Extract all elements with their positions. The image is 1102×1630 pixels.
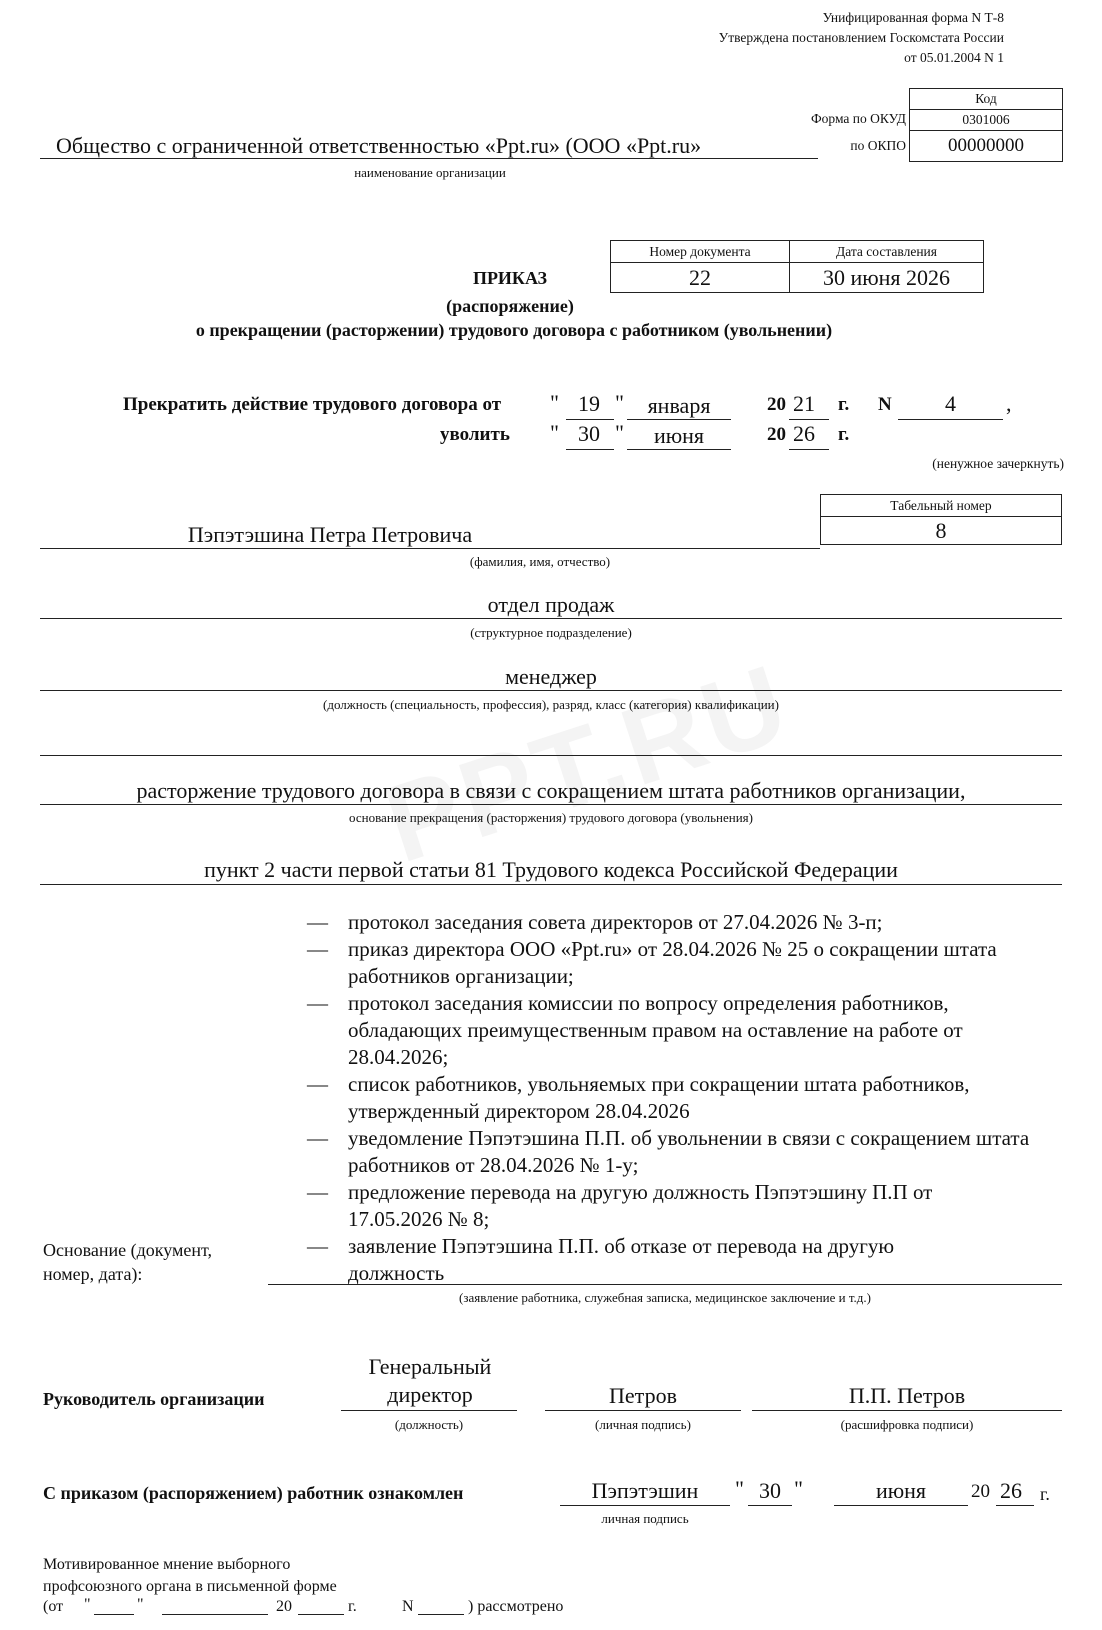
ack-quote-open: " <box>735 1476 744 1501</box>
doc-date-label: Дата составления <box>790 241 984 263</box>
position-value: менеджер <box>505 664 597 689</box>
basis-label-line1: Основание (документ, <box>43 1240 213 1260</box>
terminate-comma: , <box>1006 391 1012 416</box>
union-day-line <box>94 1614 134 1615</box>
head-signature-line <box>545 1410 741 1411</box>
head-signature: Петров <box>609 1383 677 1408</box>
tab-number-label: Табельный номер <box>821 495 1062 517</box>
basis-item-5: уведомление Пэпэтэшина П.П. об увольнении в связи с сокращением штата работников от 28.04.2026 № 1-у; <box>348 1126 1030 1177</box>
dismiss-year-line <box>789 449 829 450</box>
basis-item-4: список работников, увольняемых при сокращении штата работников, утвержденный директором 28.04.2026 <box>348 1072 970 1123</box>
union-number-line <box>418 1614 464 1615</box>
okpo-label: по ОКПО <box>850 138 906 153</box>
head-position-line <box>341 1410 517 1411</box>
head-label: Руководитель организации <box>43 1389 265 1409</box>
position-caption: (должность (специальность, профессия), разряд, класс (категория) квалификации) <box>323 697 779 712</box>
head-decoding-caption: (расшифровка подписи) <box>840 1417 974 1432</box>
terminate-year-suffix: 21 <box>793 391 815 416</box>
basis-item-1: протокол заседания совета директоров от 27.04.2026 № 3-п; <box>348 910 883 934</box>
dismiss-month-line <box>627 449 731 450</box>
dismiss-label: уволить <box>440 424 510 445</box>
okud-code: 0301006 <box>910 110 1063 131</box>
basis-dash-4: — <box>307 1072 328 1096</box>
fio-underline <box>40 548 820 549</box>
basis-item-6: предложение перевода на другую должность Пэпэтэшину П.П от 17.05.2026 № 8; <box>348 1180 933 1231</box>
basis-dash-3: — <box>307 991 328 1015</box>
organization-caption: наименование организации <box>354 165 506 180</box>
basis-dash-7: — <box>307 1234 328 1258</box>
terminate-year-line <box>789 419 829 420</box>
grounds-line2: пункт 2 части первой статьи 81 Трудового кодекса Российской Федерации <box>204 857 898 882</box>
basis-item-2: приказ директора ООО «Ppt.ru» от 28.04.2026 № 25 о сокращении штата работников организации; <box>348 937 997 988</box>
doc-number-value: 22 <box>611 263 790 293</box>
position-underline <box>40 690 1062 691</box>
basis-item-3: протокол заседания комиссии по вопросу определения работников, обладающих преимущественным правом на оставление на работе от 28.04.2026; <box>348 991 963 1069</box>
order-subtitle: (распоряжение) <box>446 296 574 316</box>
head-position-caption: (должность) <box>394 1417 464 1432</box>
terminate-day-line <box>566 419 614 420</box>
ack-day-line <box>748 1505 792 1506</box>
okpo-code: 00000000 <box>910 131 1063 162</box>
union-year-line <box>298 1614 344 1615</box>
union-tail: ) рассмотрено <box>468 1598 564 1615</box>
dismiss-year-suffix: 26 <box>793 421 815 446</box>
fio-caption: (фамилия, имя, отчество) <box>469 554 611 569</box>
dismiss-day: 30 <box>578 421 600 446</box>
codes-table <box>909 88 1063 162</box>
doc-date-value: 30 июня 2026 <box>790 263 984 293</box>
basis-underline <box>268 1284 1062 1285</box>
department-value: отдел продаж <box>487 592 615 617</box>
organization-name: Общество с ограниченной ответственностью «Ppt.ru» (ООО «Ppt.ru» <box>56 133 702 158</box>
ack-signature: Пэпэтэшин <box>591 1478 699 1503</box>
basis-item-7: заявление Пэпэтэшина П.П. об отказе от перевода на другую должность <box>348 1234 895 1285</box>
strike-note: (ненужное зачеркнуть) <box>932 456 1064 471</box>
union-month-line <box>162 1614 268 1615</box>
ack-year-prefix: 20 <box>971 1481 990 1502</box>
form-name: Унифицированная форма N Т-8 <box>822 10 1004 25</box>
terminate-contract-number: 4 <box>945 391 956 416</box>
union-text <box>43 1554 337 1598</box>
tab-number-table <box>820 494 1062 545</box>
okud-label: Форма по ОКУД <box>810 111 906 126</box>
basis-caption: (заявление работника, служебная записка, медицинское заключение и т.д.) <box>458 1290 871 1305</box>
terminate-quote-open: " <box>550 390 559 415</box>
ack-quote-close: " <box>794 1476 803 1501</box>
ack-day: 30 <box>759 1478 781 1503</box>
form-header <box>719 8 1004 68</box>
form-approved: Утверждена постановлением Госкомстата России <box>718 30 1004 45</box>
terminate-year-prefix: 20 <box>767 394 786 415</box>
order-subject: о прекращении (расторжении) трудового договора с работником (увольнении) <box>195 320 833 340</box>
basis-dash-5: — <box>307 1126 328 1150</box>
ack-month: июня <box>875 1478 927 1503</box>
dismiss-quote-close: " <box>615 420 624 445</box>
tab-number-value: 8 <box>821 517 1062 545</box>
head-position <box>340 1353 520 1409</box>
ack-signature-line <box>560 1505 730 1506</box>
union-year-prefix: 20 <box>276 1598 292 1615</box>
doc-number-label: Номер документа <box>611 241 790 263</box>
employee-fio: Пэпэтэшина Петра Петровича <box>187 522 473 547</box>
head-decoding-line <box>752 1410 1062 1411</box>
department-caption: (структурное подразделение) <box>470 625 632 640</box>
union-quote-open: " <box>84 1596 91 1613</box>
kod-header: Код <box>910 89 1063 110</box>
terminate-n-label: N <box>878 394 892 415</box>
ack-year-line <box>996 1505 1034 1506</box>
dismiss-year-prefix: 20 <box>767 424 786 445</box>
basis-dash-6: — <box>307 1180 328 1204</box>
terminate-day: 19 <box>578 391 600 416</box>
union-n-label: N <box>402 1598 414 1615</box>
ack-year-g: г. <box>1040 1484 1050 1504</box>
grounds-caption: основание прекращения (расторжения) трудового договора (увольнения) <box>349 810 753 825</box>
head-decoding: П.П. Петров <box>848 1383 966 1408</box>
terminate-month: января <box>647 393 711 418</box>
basis-label <box>43 1238 212 1286</box>
dismiss-year-g: г. <box>838 424 850 445</box>
grounds-underline2 <box>40 884 1062 885</box>
ack-month-line <box>834 1505 968 1506</box>
dismiss-month: июня <box>653 423 705 448</box>
head-position-line2: директор <box>387 1382 473 1407</box>
ack-signature-caption: личная подпись <box>601 1511 689 1526</box>
grounds-underline1 <box>40 804 1062 805</box>
document-number-table <box>610 240 984 293</box>
ack-year-suffix: 26 <box>1000 1478 1022 1503</box>
basis-dash-1: — <box>307 910 328 934</box>
union-line2: профсоюзного органа в письменной форме <box>43 1578 337 1595</box>
grounds-line1: расторжение трудового договора в связи с сокращением штата работников организации, <box>136 778 966 803</box>
department-underline <box>40 618 1062 619</box>
basis-label-line2: номер, дата): <box>43 1264 143 1284</box>
union-quote-close: " <box>137 1596 144 1613</box>
terminate-label: Прекратить действие трудового договора от <box>123 394 502 415</box>
order-title: ПРИКАЗ <box>472 268 548 288</box>
dismiss-day-line <box>566 449 614 450</box>
basis-dash-2: — <box>307 937 328 961</box>
head-signature-caption: (личная подпись) <box>595 1417 691 1432</box>
terminate-month-line <box>627 419 731 420</box>
dismiss-quote-open: " <box>550 420 559 445</box>
form-approved-date: от 05.01.2004 N 1 <box>904 50 1004 65</box>
union-g: г. <box>348 1598 357 1615</box>
terminate-number-line <box>898 419 1003 420</box>
blank-line <box>40 755 1062 756</box>
organization-underline <box>40 158 818 159</box>
union-line1: Мотивированное мнение выборного <box>43 1556 291 1573</box>
head-position-line1: Генеральный <box>368 1354 492 1379</box>
union-ot: (от <box>43 1598 64 1615</box>
terminate-year-g: г. <box>838 394 850 415</box>
terminate-quote-close: " <box>615 390 624 415</box>
ack-label: С приказом (распоряжением) работник ознакомлен <box>43 1483 464 1503</box>
